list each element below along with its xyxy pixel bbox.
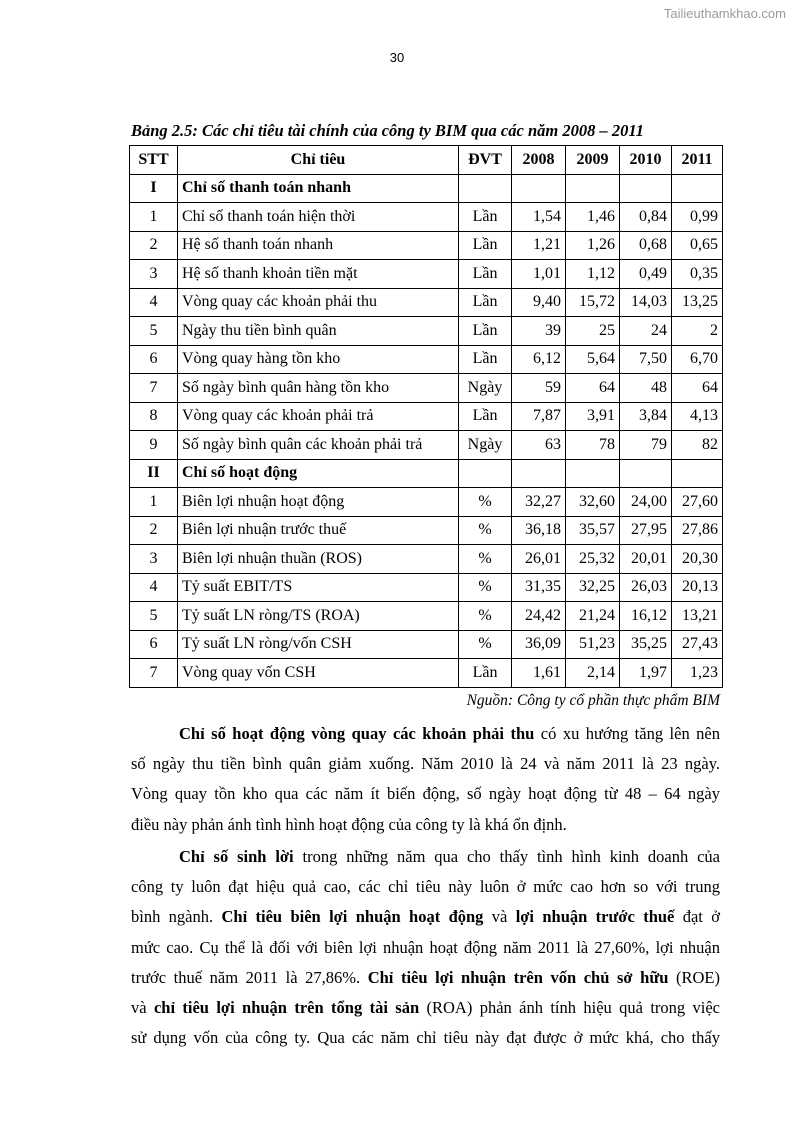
cell-indicator: Tỷ suất LN ròng/vốn CSH bbox=[178, 630, 459, 659]
header-unit: ĐVT bbox=[459, 146, 512, 175]
cell-value-2010: 16,12 bbox=[620, 602, 672, 631]
cell-value-2011: 13,21 bbox=[672, 602, 723, 631]
cell-value-2010: 7,50 bbox=[620, 345, 672, 374]
cell-unit: Lần bbox=[459, 402, 512, 431]
cell-stt: 5 bbox=[130, 602, 178, 631]
cell-value-2009: 32,60 bbox=[566, 488, 620, 517]
cell-indicator: Số ngày bình quân hàng tồn kho bbox=[178, 374, 459, 403]
cell-value-2011: 13,25 bbox=[672, 288, 723, 317]
cell-value-2009: 15,72 bbox=[566, 288, 620, 317]
cell-value-2009: 32,25 bbox=[566, 573, 620, 602]
cell-value-2009: 1,12 bbox=[566, 260, 620, 289]
table-source-note: Nguồn: Công ty cổ phần thực phẩm BIM bbox=[466, 692, 720, 709]
paragraph-line: số ngày thu tiền bình quân giảm xuống. Năm 2010 là 24 và năm 2011 là 23 ngày. bbox=[131, 754, 720, 774]
cell-value-2011: 20,13 bbox=[672, 573, 723, 602]
table-row bbox=[130, 602, 723, 631]
cell-value-2010: 24 bbox=[620, 317, 672, 346]
cell-value-2009: 5,64 bbox=[566, 345, 620, 374]
cell-value-2008: 6,12 bbox=[512, 345, 566, 374]
cell-value-2009: 1,46 bbox=[566, 203, 620, 232]
paragraph-profitability bbox=[131, 842, 720, 1053]
cell-indicator: Vòng quay các khoản phải trả bbox=[178, 402, 459, 431]
cell-unit: Lần bbox=[459, 203, 512, 232]
cell-indicator: Vòng quay các khoản phải thu bbox=[178, 288, 459, 317]
table-row bbox=[130, 545, 723, 574]
cell-stt: 1 bbox=[130, 203, 178, 232]
table-row bbox=[130, 573, 723, 602]
cell-value-2010: 0,68 bbox=[620, 231, 672, 260]
cell-value-2011: 6,70 bbox=[672, 345, 723, 374]
bold-term: chỉ tiêu lợi nhuận trên tổng tài sản bbox=[153, 998, 420, 1018]
cell-value-2010: 48 bbox=[620, 374, 672, 403]
cell-value-2008: 9,40 bbox=[512, 288, 566, 317]
table-row bbox=[130, 659, 723, 688]
header-indicator: Chỉ tiêu bbox=[178, 146, 459, 175]
header-year-2008: 2008 bbox=[512, 146, 566, 175]
table-row bbox=[130, 203, 723, 232]
paragraph-line: trước thuế năm 2011 là 27,86%. Chỉ tiêu lợi nhuận trên vốn chủ sở hữu (ROE) bbox=[131, 967, 720, 987]
table-row bbox=[130, 288, 723, 317]
cell-unit: % bbox=[459, 516, 512, 545]
cell-value-2008: 1,54 bbox=[512, 203, 566, 232]
cell-value-2010: 20,01 bbox=[620, 545, 672, 574]
cell-value-2008: 1,01 bbox=[512, 260, 566, 289]
bold-term: Chỉ tiêu biên lợi nhuận hoạt động bbox=[221, 907, 484, 927]
cell-value-2008: 59 bbox=[512, 374, 566, 403]
financial-indicators-table bbox=[129, 145, 723, 688]
page-number: 30 bbox=[389, 50, 405, 65]
cell-value-2009 bbox=[566, 174, 620, 203]
cell-value-2010 bbox=[620, 174, 672, 203]
cell-value-2010: 24,00 bbox=[620, 488, 672, 517]
cell-value-2009: 2,14 bbox=[566, 659, 620, 688]
paragraph-line: và chỉ tiêu lợi nhuận trên tổng tài sản (ROA) phản ánh tính hiệu quả trong việc bbox=[131, 998, 721, 1018]
cell-value-2008: 26,01 bbox=[512, 545, 566, 574]
cell-stt: 3 bbox=[130, 545, 178, 574]
table-section-row bbox=[130, 459, 723, 488]
table-row bbox=[130, 345, 723, 374]
cell-indicator: Chỉ số thanh toán nhanh bbox=[178, 174, 459, 203]
cell-indicator: Vòng quay hàng tồn kho bbox=[178, 345, 459, 374]
paragraph-line: điều này phản ánh tình hình hoạt động của công ty là khá ổn định. bbox=[131, 814, 567, 834]
cell-value-2008: 1,21 bbox=[512, 231, 566, 260]
cell-value-2008 bbox=[512, 459, 566, 488]
cell-unit: Lần bbox=[459, 317, 512, 346]
bold-term: Chỉ tiêu lợi nhuận trên vốn chủ sở hữu bbox=[367, 967, 669, 987]
cell-value-2011: 4,13 bbox=[672, 402, 723, 431]
header-stt: STT bbox=[130, 146, 178, 175]
cell-value-2010: 1,97 bbox=[620, 659, 672, 688]
cell-indicator: Hệ số thanh toán nhanh bbox=[178, 231, 459, 260]
table-row bbox=[130, 317, 723, 346]
table-row bbox=[130, 488, 723, 517]
cell-value-2010: 79 bbox=[620, 431, 672, 460]
cell-stt: 6 bbox=[130, 345, 178, 374]
cell-unit: % bbox=[459, 573, 512, 602]
cell-indicator: Biên lợi nhuận hoạt động bbox=[178, 488, 459, 517]
cell-unit: % bbox=[459, 545, 512, 574]
cell-stt: 6 bbox=[130, 630, 178, 659]
cell-value-2010: 14,03 bbox=[620, 288, 672, 317]
bold-term: Chỉ số sinh lời bbox=[179, 847, 294, 866]
cell-indicator: Vòng quay vốn CSH bbox=[178, 659, 459, 688]
bold-term: lợi nhuận trước thuế bbox=[515, 907, 675, 927]
cell-value-2008: 36,18 bbox=[512, 516, 566, 545]
cell-value-2008: 39 bbox=[512, 317, 566, 346]
table-row bbox=[130, 630, 723, 659]
cell-unit: % bbox=[459, 602, 512, 631]
cell-unit: Lần bbox=[459, 659, 512, 688]
cell-stt: 7 bbox=[130, 659, 178, 688]
cell-value-2011: 82 bbox=[672, 431, 723, 460]
header-year-2011: 2011 bbox=[672, 146, 723, 175]
paragraph-line: Chỉ số hoạt động vòng quay các khoản phải thu có xu hướng tăng lên nên bbox=[179, 724, 720, 743]
cell-stt: 2 bbox=[130, 516, 178, 545]
cell-stt: 1 bbox=[130, 488, 178, 517]
cell-stt: 7 bbox=[130, 374, 178, 403]
cell-unit: Lần bbox=[459, 345, 512, 374]
cell-stt: 5 bbox=[130, 317, 178, 346]
cell-value-2011: 27,60 bbox=[672, 488, 723, 517]
cell-value-2008: 7,87 bbox=[512, 402, 566, 431]
cell-stt: I bbox=[130, 174, 178, 203]
cell-value-2010: 0,84 bbox=[620, 203, 672, 232]
cell-unit: Lần bbox=[459, 231, 512, 260]
cell-stt: 8 bbox=[130, 402, 178, 431]
cell-unit bbox=[459, 174, 512, 203]
cell-value-2009 bbox=[566, 459, 620, 488]
cell-value-2011: 27,86 bbox=[672, 516, 723, 545]
cell-value-2011: 0,35 bbox=[672, 260, 723, 289]
paragraph-line: bình ngành. Chỉ tiêu biên lợi nhuận hoạt động và lợi nhuận trước thuế đạt ở bbox=[131, 907, 720, 927]
header-year-2010: 2010 bbox=[620, 146, 672, 175]
cell-value-2009: 3,91 bbox=[566, 402, 620, 431]
cell-value-2011: 64 bbox=[672, 374, 723, 403]
cell-indicator: Biên lợi nhuận trước thuế bbox=[178, 516, 459, 545]
cell-unit: Lần bbox=[459, 288, 512, 317]
cell-value-2009: 25,32 bbox=[566, 545, 620, 574]
cell-value-2010: 26,03 bbox=[620, 573, 672, 602]
cell-value-2009: 64 bbox=[566, 374, 620, 403]
cell-indicator: Ngày thu tiền bình quân bbox=[178, 317, 459, 346]
cell-value-2008: 24,42 bbox=[512, 602, 566, 631]
header-year-2009: 2009 bbox=[566, 146, 620, 175]
cell-indicator: Tỷ suất LN ròng/TS (ROA) bbox=[178, 602, 459, 631]
cell-value-2008 bbox=[512, 174, 566, 203]
cell-indicator: Chỉ số hoạt động bbox=[178, 459, 459, 488]
cell-value-2009: 51,23 bbox=[566, 630, 620, 659]
cell-unit: Ngày bbox=[459, 374, 512, 403]
cell-stt: 9 bbox=[130, 431, 178, 460]
table-row bbox=[130, 260, 723, 289]
cell-indicator: Biên lợi nhuận thuần (ROS) bbox=[178, 545, 459, 574]
paragraph-line: mức cao. Cụ thể là đối với biên lợi nhuận hoạt động năm 2011 là 27,60%, lợi nhuận bbox=[131, 937, 720, 957]
cell-unit: % bbox=[459, 630, 512, 659]
cell-value-2010 bbox=[620, 459, 672, 488]
cell-value-2008: 1,61 bbox=[512, 659, 566, 688]
cell-value-2010: 35,25 bbox=[620, 630, 672, 659]
cell-stt: 4 bbox=[130, 288, 178, 317]
table-row bbox=[130, 231, 723, 260]
table-row bbox=[130, 516, 723, 545]
cell-value-2008: 31,35 bbox=[512, 573, 566, 602]
paragraph-line: Vòng quay tồn kho qua các năm ít biến động, số ngày hoạt động từ 48 – 64 ngày bbox=[131, 784, 720, 804]
cell-unit: % bbox=[459, 488, 512, 517]
cell-stt: 2 bbox=[130, 231, 178, 260]
cell-value-2010: 27,95 bbox=[620, 516, 672, 545]
cell-value-2011: 0,99 bbox=[672, 203, 723, 232]
paragraph-line: sử dụng vốn của công ty. Qua các năm chỉ tiêu này đạt được ở mức khá, cho thấy bbox=[131, 1028, 720, 1048]
cell-value-2009: 35,57 bbox=[566, 516, 620, 545]
cell-value-2008: 32,27 bbox=[512, 488, 566, 517]
bold-term: Chỉ số hoạt động vòng quay các khoản phải thu bbox=[179, 724, 535, 743]
cell-unit: Lần bbox=[459, 260, 512, 289]
cell-stt: II bbox=[130, 459, 178, 488]
cell-value-2010: 3,84 bbox=[620, 402, 672, 431]
cell-value-2011: 1,23 bbox=[672, 659, 723, 688]
cell-value-2011: 0,65 bbox=[672, 231, 723, 260]
cell-value-2009: 21,24 bbox=[566, 602, 620, 631]
cell-indicator: Chỉ số thanh toán hiện thời bbox=[178, 203, 459, 232]
cell-value-2009: 78 bbox=[566, 431, 620, 460]
table-row bbox=[130, 431, 723, 460]
cell-value-2011 bbox=[672, 174, 723, 203]
cell-unit bbox=[459, 459, 512, 488]
watermark: Tailieuthamkhao.com bbox=[663, 6, 786, 21]
cell-stt: 4 bbox=[130, 573, 178, 602]
table-header-row bbox=[130, 146, 723, 175]
paragraph-line: Chỉ số sinh lời trong những năm qua cho thấy tình hình kinh doanh của bbox=[179, 847, 720, 866]
cell-value-2011: 27,43 bbox=[672, 630, 723, 659]
cell-indicator: Tỷ suất EBIT/TS bbox=[178, 573, 459, 602]
cell-value-2010: 0,49 bbox=[620, 260, 672, 289]
cell-stt: 3 bbox=[130, 260, 178, 289]
cell-value-2011: 20,30 bbox=[672, 545, 723, 574]
table-caption: Bảng 2.5: Các chỉ tiêu tài chính của công ty BIM qua các năm 2008 – 2011 bbox=[131, 121, 644, 140]
cell-value-2009: 1,26 bbox=[566, 231, 620, 260]
cell-indicator: Hệ số thanh khoản tiền mặt bbox=[178, 260, 459, 289]
cell-value-2008: 63 bbox=[512, 431, 566, 460]
table-body bbox=[130, 174, 723, 687]
paragraph-line: công ty luôn đạt hiệu quả cao, các chỉ tiêu này luôn ở mức cao hơn so với trung bbox=[131, 877, 720, 897]
cell-indicator: Số ngày bình quân các khoản phải trả bbox=[178, 431, 459, 460]
cell-unit: Ngày bbox=[459, 431, 512, 460]
cell-value-2011 bbox=[672, 459, 723, 488]
cell-value-2011: 2 bbox=[672, 317, 723, 346]
table-row bbox=[130, 374, 723, 403]
table-row bbox=[130, 402, 723, 431]
cell-value-2008: 36,09 bbox=[512, 630, 566, 659]
paragraph-receivables bbox=[131, 719, 720, 840]
cell-value-2009: 25 bbox=[566, 317, 620, 346]
table-section-row bbox=[130, 174, 723, 203]
